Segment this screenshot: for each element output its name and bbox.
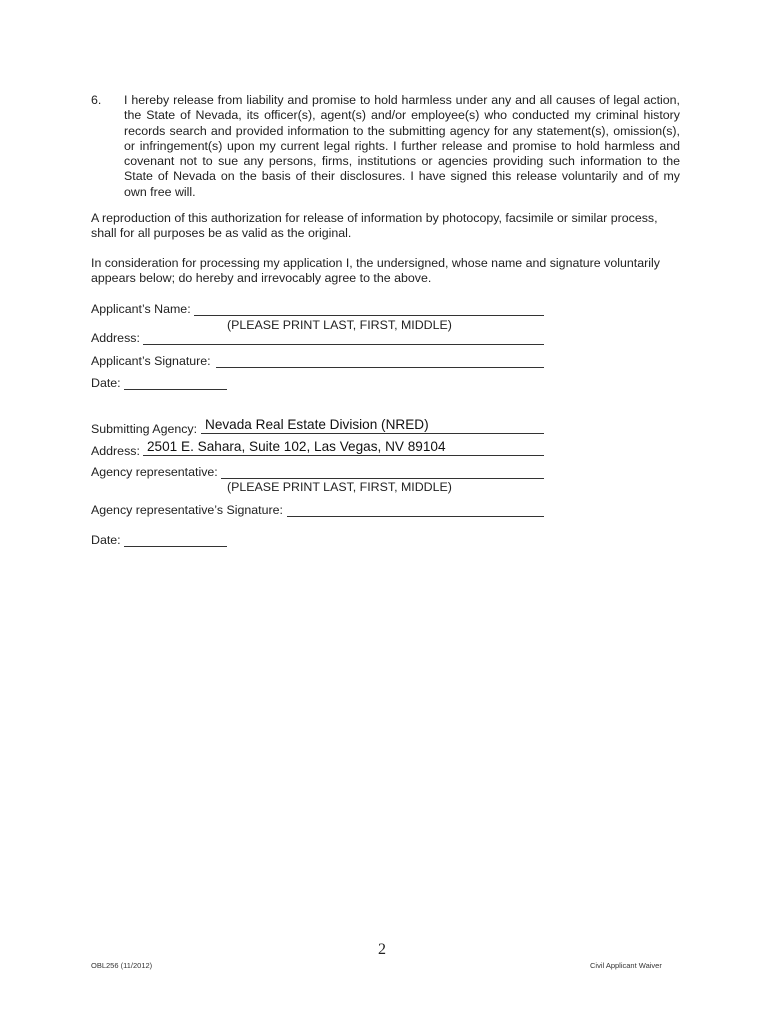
agency-address-value: 2501 E. Sahara, Suite 102, Las Vegas, NV 89104 bbox=[147, 439, 446, 454]
agency-address-label: Address: bbox=[91, 444, 140, 458]
applicant-address-field[interactable] bbox=[143, 329, 544, 345]
applicant-date-label: Date: bbox=[91, 376, 121, 390]
agency-rep-label: Agency representative: bbox=[91, 465, 218, 479]
submitting-agency-label: Submitting Agency: bbox=[91, 422, 198, 436]
agency-rep-signature-label: Agency representative’s Signature: bbox=[91, 503, 283, 517]
agency-date-field[interactable] bbox=[124, 531, 227, 547]
submitting-agency-field[interactable] bbox=[201, 418, 544, 434]
agency-rep-signature-field[interactable] bbox=[287, 501, 544, 517]
applicant-signature-label: Applicant’s Signature: bbox=[91, 354, 211, 368]
applicant-name-field[interactable] bbox=[194, 300, 544, 316]
form-title: Civil Applicant Waiver bbox=[590, 961, 662, 970]
agency-address-field[interactable] bbox=[143, 440, 544, 456]
applicant-signature-field[interactable] bbox=[216, 352, 544, 368]
reproduction-paragraph: A reproduction of this authorization for release of information by photocopy, facsimile or similar process, shall for all purposes be as valid as the original. bbox=[91, 211, 658, 241]
applicant-date-field[interactable] bbox=[124, 374, 227, 390]
applicant-address-label: Address: bbox=[91, 331, 140, 345]
clause-text: I hereby release from liability and promise to hold harmless under any and all causes of legal action, the State of Nevada, its officer(s), agent(s) and/or employee(s) who conducted my criminal history records search and provided information to the submitting agency for any statement(s), omission(s), or infringement(s) upon my current legal rights. I further release and promise to hold harmless and covenant not to sue any persons, firms, institutions or agencies providing such information to the State of Nevada on the basis of their disclosures. I have signed this release voluntarily and of my own free will. bbox=[124, 93, 680, 199]
agency-rep-field[interactable] bbox=[221, 463, 544, 479]
agency-date-label: Date: bbox=[91, 533, 121, 547]
clause-number: 6. bbox=[91, 93, 102, 107]
applicant-print-hint: (PLEASE PRINT LAST, FIRST, MIDDLE) bbox=[227, 318, 452, 332]
agency-print-hint: (PLEASE PRINT LAST, FIRST, MIDDLE) bbox=[227, 480, 452, 494]
submitting-agency-value: Nevada Real Estate Division (NRED) bbox=[205, 417, 429, 432]
form-code: OBL256 (11/2012) bbox=[91, 961, 153, 970]
page-number: 2 bbox=[378, 941, 386, 958]
consideration-paragraph: In consideration for processing my application I, the undersigned, whose name and signature voluntarily appears below; do hereby and irrevocably agree to the above. bbox=[91, 256, 660, 286]
applicant-name-label: Applicant’s Name: bbox=[91, 302, 191, 316]
